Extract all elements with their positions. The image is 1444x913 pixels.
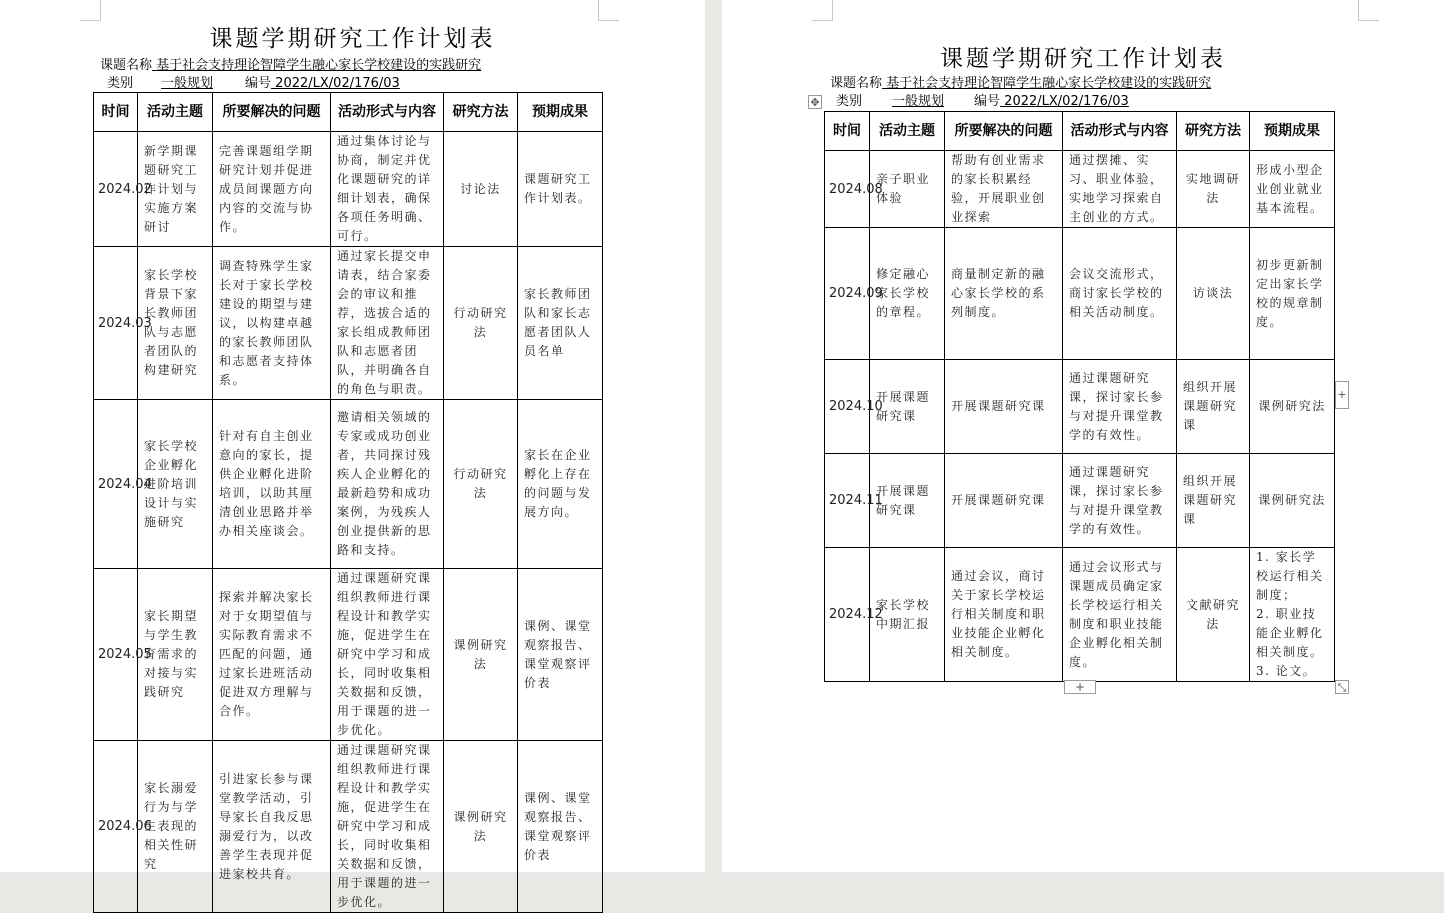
theme-cell[interactable]: 新学期课题研究工作计划与实施方案研讨 [138, 132, 213, 247]
result-line: 3. 论文。 [1256, 664, 1317, 678]
method-cell[interactable]: 行动研究法 [444, 400, 518, 569]
result-cell[interactable]: 课题研究工作计划表。 [518, 132, 603, 247]
table-resize-icon[interactable]: ⤡ [1335, 680, 1349, 694]
result-line: 2. 职业技能企业孵化相关制度。 [1256, 607, 1324, 659]
margin-corner-mark [80, 0, 101, 21]
project-name: 基于社会支持理论智障学生融心家长学校建设的实践研究 [882, 76, 1212, 91]
method-cell[interactable]: 文献研究法 [1177, 548, 1250, 682]
margin-corner-mark [1358, 0, 1379, 21]
project-line [100, 57, 481, 74]
method-cell[interactable]: 课例研究法 [444, 569, 518, 741]
margin-corner-mark [812, 0, 833, 21]
number-label: 编号 [245, 76, 272, 91]
result-cell[interactable]: 初步更新制定出家长学校的规章制度。 [1250, 228, 1335, 360]
result-cell[interactable]: 形成小型企业创业就业基本流程。 [1250, 151, 1335, 228]
content-cell[interactable]: 会议交流形式，商讨家长学校的相关活动制度。 [1063, 228, 1177, 360]
method-cell[interactable]: 课例研究法 [444, 741, 518, 913]
table-row [825, 151, 1335, 228]
table-row [94, 569, 603, 741]
header-problem: 所要解决的问题 [213, 93, 331, 132]
category-label: 类别 [836, 94, 863, 109]
header-method: 研究方法 [1177, 112, 1250, 151]
problem-cell[interactable]: 探索并解决家长对于女期望值与实际教育需求不匹配的问题，通过家长进班活动促进双方理解与合作。 [213, 569, 331, 741]
method-cell[interactable]: 组织开展课题研究课 [1177, 454, 1250, 548]
result-cell[interactable]: 家长在企业孵化上存在的问题与发展方向。 [518, 400, 603, 569]
plan-table-page-1 [93, 92, 603, 913]
theme-cell[interactable]: 开展课题研究课 [870, 360, 945, 454]
method-cell[interactable]: 访谈法 [1177, 228, 1250, 360]
result-cell[interactable]: 家长教师团队和家长志愿者团队人员名单 [518, 247, 603, 400]
header-theme: 活动主题 [138, 93, 213, 132]
time-cell[interactable]: 2024.09 [825, 228, 870, 360]
theme-cell[interactable]: 亲子职业体验 [870, 151, 945, 228]
content-cell[interactable]: 通过课题研究课，探讨家长参与对提升课堂教学的有效性。 [1063, 360, 1177, 454]
content-cell[interactable]: 通过摆摊、实习、职业体验，实地学习探索自主创业的方式。 [1063, 151, 1177, 228]
time-cell[interactable]: 2024.12 [825, 548, 870, 682]
theme-cell[interactable]: 开展课题研究课 [870, 454, 945, 548]
time-cell[interactable]: 2024.08 [825, 151, 870, 228]
table-row [94, 132, 603, 247]
table-row [94, 247, 603, 400]
method-cell[interactable]: 讨论法 [444, 132, 518, 247]
header-time: 时间 [94, 93, 138, 132]
header-result: 预期成果 [518, 93, 603, 132]
problem-cell[interactable]: 引进家长参与课堂教学活动，引导家长自我反思溺爱行为，以改善学生表现并促进家校共育。 [213, 741, 331, 913]
time-cell[interactable]: 2024.04 [94, 400, 138, 569]
problem-cell[interactable]: 通过会议，商讨关于家长学校运行相关制度和职业技能企业孵化相关制度。 [945, 548, 1063, 682]
plan-table-page-2 [824, 111, 1335, 682]
header-method: 研究方法 [444, 93, 518, 132]
category-label: 类别 [107, 76, 134, 91]
project-name: 基于社会支持理论智障学生融心家长学校建设的实践研究 [152, 58, 482, 73]
header-content: 活动形式与内容 [1063, 112, 1177, 151]
theme-cell[interactable]: 家长溺爱行为与学生表现的相关性研究 [138, 741, 213, 913]
table-move-handle-icon[interactable]: ✥ [808, 95, 822, 109]
category-line [107, 75, 408, 92]
problem-cell[interactable]: 完善课题组学期研究计划并促进成员间课题方向内容的交流与协作。 [213, 132, 331, 247]
project-label: 课题名称 [830, 76, 883, 91]
time-cell[interactable]: 2024.02 [94, 132, 138, 247]
result-cell[interactable]: 课例、课堂观察报告、课堂观察评价表 [518, 569, 603, 741]
time-cell[interactable]: 2024.11 [825, 454, 870, 548]
content-cell[interactable]: 通过课题研究课组织教师进行课程设计和教学实施，促进学生在研究中学习和成长，同时收集相关数据和反馈，用于课题的进一步优化。 [331, 741, 444, 913]
problem-cell[interactable]: 开展课题研究课 [945, 360, 1063, 454]
table-row [825, 360, 1335, 454]
margin-corner-mark [598, 0, 619, 21]
content-cell[interactable]: 通过家长提交申请表，结合家委会的审议和推荐，选拔合适的家长组成教师团队和志愿者团队，并明确各自的角色与职责。 [331, 247, 444, 400]
table-header-row [94, 93, 603, 132]
method-cell[interactable]: 行动研究法 [444, 247, 518, 400]
table-row [94, 400, 603, 569]
result-cell[interactable]: 课例研究法 [1250, 360, 1335, 454]
document-page-1 [0, 0, 705, 909]
table-row [825, 228, 1335, 360]
time-cell[interactable]: 2024.06 [94, 741, 138, 913]
category-line [836, 93, 1137, 110]
theme-cell[interactable]: 家长学校背景下家长教师团队与志愿者团队的构建研究 [138, 247, 213, 400]
method-cell[interactable]: 组织开展课题研究课 [1177, 360, 1250, 454]
add-column-icon[interactable]: + [1335, 381, 1349, 409]
header-theme: 活动主题 [870, 112, 945, 151]
table-row [94, 741, 603, 913]
time-cell[interactable]: 2024.03 [94, 247, 138, 400]
theme-cell[interactable]: 修定融心家长学校的章程。 [870, 228, 945, 360]
result-cell[interactable] [1250, 548, 1335, 682]
time-cell[interactable]: 2024.05 [94, 569, 138, 741]
number-value: 2022/LX/02/176/03 [1000, 94, 1129, 109]
add-row-icon[interactable]: + [1064, 680, 1096, 694]
theme-cell[interactable]: 家长学校中期汇报 [870, 548, 945, 682]
problem-cell[interactable]: 帮助有创业需求的家长积累经验，开展职业创业探索 [945, 151, 1063, 228]
result-cell[interactable]: 课例研究法 [1250, 454, 1335, 548]
problem-cell[interactable]: 商量制定新的融心家长学校的系列制度。 [945, 228, 1063, 360]
content-cell[interactable]: 通过会议形式与课题成员确定家长学校运行相关制度和职业技能企业孵化相关制度。 [1063, 548, 1177, 682]
category-value: 一般规划 [161, 76, 214, 91]
method-cell[interactable]: 实地调研法 [1177, 151, 1250, 228]
project-label: 课题名称 [100, 58, 153, 73]
result-cell[interactable]: 课例、课堂观察报告、课堂观察评价表 [518, 741, 603, 913]
header-problem: 所要解决的问题 [945, 112, 1063, 151]
page-title: 课题学期研究工作计划表 [209, 26, 496, 52]
time-cell[interactable]: 2024.10 [825, 360, 870, 454]
table-row [825, 548, 1335, 682]
number-value: 2022/LX/02/176/03 [271, 76, 400, 91]
table-row [825, 454, 1335, 548]
document-page-2 [722, 0, 1444, 872]
content-cell[interactable]: 通过课题研究课组织教师进行课程设计和教学实施，促进学生在研究中学习和成长，同时收集相关数据和反馈，用于课题的进一步优化。 [331, 569, 444, 741]
content-cell[interactable]: 邀请相关领域的专家或成功创业者，共同探讨残疾人企业孵化的最新趋势和成功案例，为残疾人创业提供新的思路和支持。 [331, 400, 444, 569]
problem-cell[interactable]: 开展课题研究课 [945, 454, 1063, 548]
header-time: 时间 [825, 112, 870, 151]
content-cell[interactable]: 通过课题研究课，探讨家长参与对提升课堂教学的有效性。 [1063, 454, 1177, 548]
content-cell[interactable]: 通过集体讨论与协商，制定并优化课题研究的详细计划表，确保各项任务明确、可行。 [331, 132, 444, 247]
header-content: 活动形式与内容 [331, 93, 444, 132]
theme-cell[interactable]: 家长学校企业孵化进阶培训设计与实施研究 [138, 400, 213, 569]
number-label: 编号 [974, 94, 1001, 109]
category-value: 一般规划 [892, 94, 945, 109]
result-line: 1. 家长学校运行相关制度； [1256, 550, 1324, 602]
project-line [830, 75, 1211, 92]
problem-cell[interactable]: 针对有自主创业意向的家长，提供企业孵化进阶培训，以助其厘清创业思路并举办相关座谈会。 [213, 400, 331, 569]
problem-cell[interactable]: 调查特殊学生家长对于家长学校建设的期望与建议，以构建卓越的家长教师团队和志愿者支持体系。 [213, 247, 331, 400]
page-title: 课题学期研究工作计划表 [940, 46, 1226, 72]
header-result: 预期成果 [1250, 112, 1335, 151]
table-header-row [825, 112, 1335, 151]
theme-cell[interactable]: 家长期望与学生教育需求的对接与实践研究 [138, 569, 213, 741]
